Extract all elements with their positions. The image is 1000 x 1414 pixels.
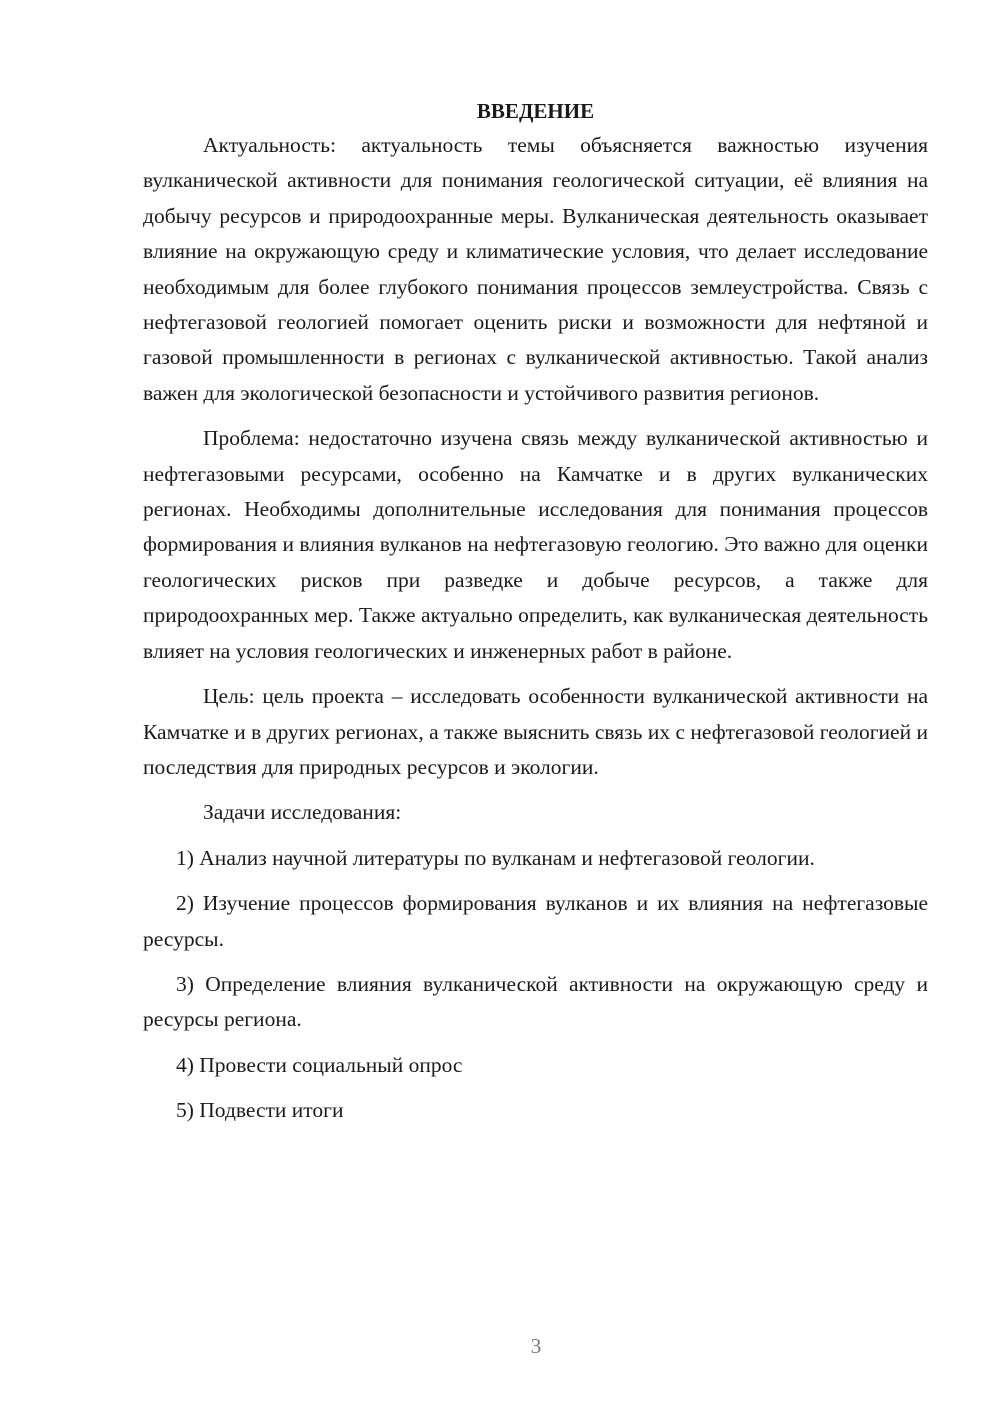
tasks-list: [143, 841, 928, 1129]
page-content: [143, 96, 928, 1139]
section-heading: ВВЕДЕНИЕ: [476, 99, 595, 123]
problem-paragraph: Проблема: недостаточно изучена связь между вулканической активностью и нефтегазовыми ресурсами, особенно на Камчатке и в других вулканических регионах. Необходимы дополнительные исследования для понимания процессов формирования и влияния вулканов на нефтегазовую геологию. Это важно для оценки геологических рисков при разведке и добыче ресурсов, а также для природоохранных мер. Также актуально определить, как вулканическая деятельность влияет на условия геологических и инженерных работ в районе.: [143, 426, 928, 663]
goal-paragraph: Цель: цель проекта – исследовать особенности вулканической активности на Камчатке и в других регионах, а также выяснить связь их с нефтегазовой геологией и последствия для природных ресурсов и экологии.: [143, 684, 928, 779]
tasks-title: Задачи исследования:: [203, 800, 402, 825]
relevance-paragraph: Актуальность: актуальность темы объясняется важностью изучения вулканической активности для понимания геологической ситуации, её влияния на добычу ресурсов и природоохранные меры. Вулканическая деятельность оказывает влияние на окружающую среду и климатические условия, что делает исследование необходимым для более глубокого понимания процессов землеустройства. Связь с нефтегазовой геологией помогает оценить риски и возможности для нефтяной и газовой промышленности в регионах с вулканической активностью. Такой анализ важен для экологической безопасности и устойчивого развития регионов.: [143, 133, 928, 405]
task-item: 4) Провести социальный опрос: [176, 1052, 463, 1077]
task-item: 1) Анализ научной литературы по вулканам и нефтегазовой геологии.: [176, 845, 815, 870]
task-item: 5) Подвести итоги: [176, 1098, 344, 1123]
task-item: 3) Определение влияния вулканической активности на окружающую среду и ресурсы региона.: [143, 971, 928, 1032]
task-item: 2) Изучение процессов формирования вулканов и их влияния на нефтегазовые ресурсы.: [143, 891, 928, 951]
page-number: 3: [530, 1334, 542, 1358]
